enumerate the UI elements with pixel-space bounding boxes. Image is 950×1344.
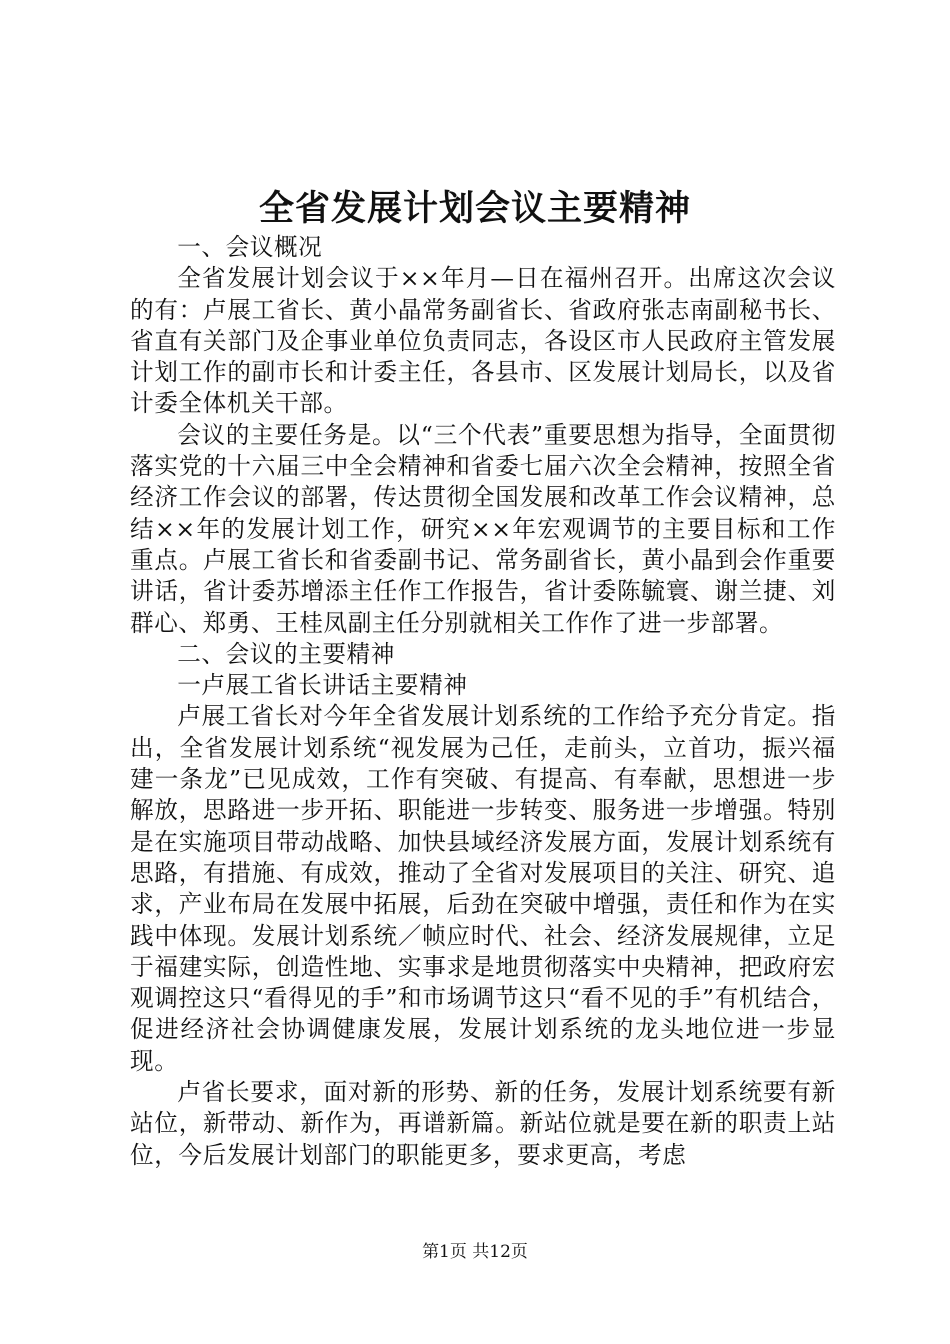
- page-number-footer: 第1页 共12页: [422, 1242, 528, 1262]
- subsection-heading-governor-speech: 一卢展工省长讲话主要精神: [177, 671, 468, 700]
- paragraph-governor-requirements: 卢省长要求，面对新的形势、新的任务，发展计划系统要有新站位，新带动、新作为，再谱新篇。新站位就是要在新的职责上站位，今后发展计划部门的职能更多，要求更高，考虑: [130, 1078, 836, 1169]
- paragraph-governor-affirmation: 卢展工省长对今年全省发展计划系统的工作给予充分肯定。指出，全省发展计划系统“视发展为己任，走前头，立首功，振兴福建一条龙”已见成效，工作有突破、有提高、有奉献，思想进一步解放，思路进一步开拓、职能进一步转变、服务进一步增强。特别是在实施项目带动战略、加快县域经济发展方面，发展计划系统有思路，有措施、有成效，推动了全省对发展项目的关注、研究、追求，产业布局在发展中拓展，后劲在突破中增强，责任和作为在实践中体现。发展计划系统／帧应时代、社会、经济发展规律，立足于福建实际，创造性地、实事求是地贯彻落实中央精神，把政府宏观调控这只“看得见的手”和市场调节这只“看不见的手”有机结合，促进经济社会协调健康发展，发展计划系统的龙头地位进一步显现。: [130, 702, 836, 1075]
- document-body: [130, 232, 836, 1171]
- paragraph-main-tasks: 会议的主要任务是。以“三个代表”重要思想为指导，全面贯彻落实党的十六届三中全会精神和省委七届六次全会精神，按照全省经济工作会议的部署，传达贯彻全国发展和改革工作会议精神，总结××年的发展计划工作，研究××年宏观调节的主要目标和工作重点。卢展工省长和省委副书记、常务副省长，黄小晶到会作重要讲话，省计委苏增添主任作工作报告，省计委陈毓寰、谢兰捷、刘群心、郑勇、王桂凤副主任分别就相关工作作了进一步部署。: [130, 420, 836, 637]
- document-title: 全省发展计划会议主要精神: [258, 188, 691, 229]
- paragraph-attendees: 全省发展计划会议于××年月—日在福州召开。出席这次会议的有：卢展工省长、黄小晶常务副省长、省政府张志南副秘书长、省直有关部门及企事业单位负责同志，各设区市人民政府主管发展计划工作的副市长和计委主任，各县市、区发展计划局长，以及省计委全体机关干部。: [130, 264, 836, 418]
- section-heading-main-spirit: 二、会议的主要精神: [177, 639, 395, 668]
- section-heading-overview: 一、会议概况: [177, 233, 323, 261]
